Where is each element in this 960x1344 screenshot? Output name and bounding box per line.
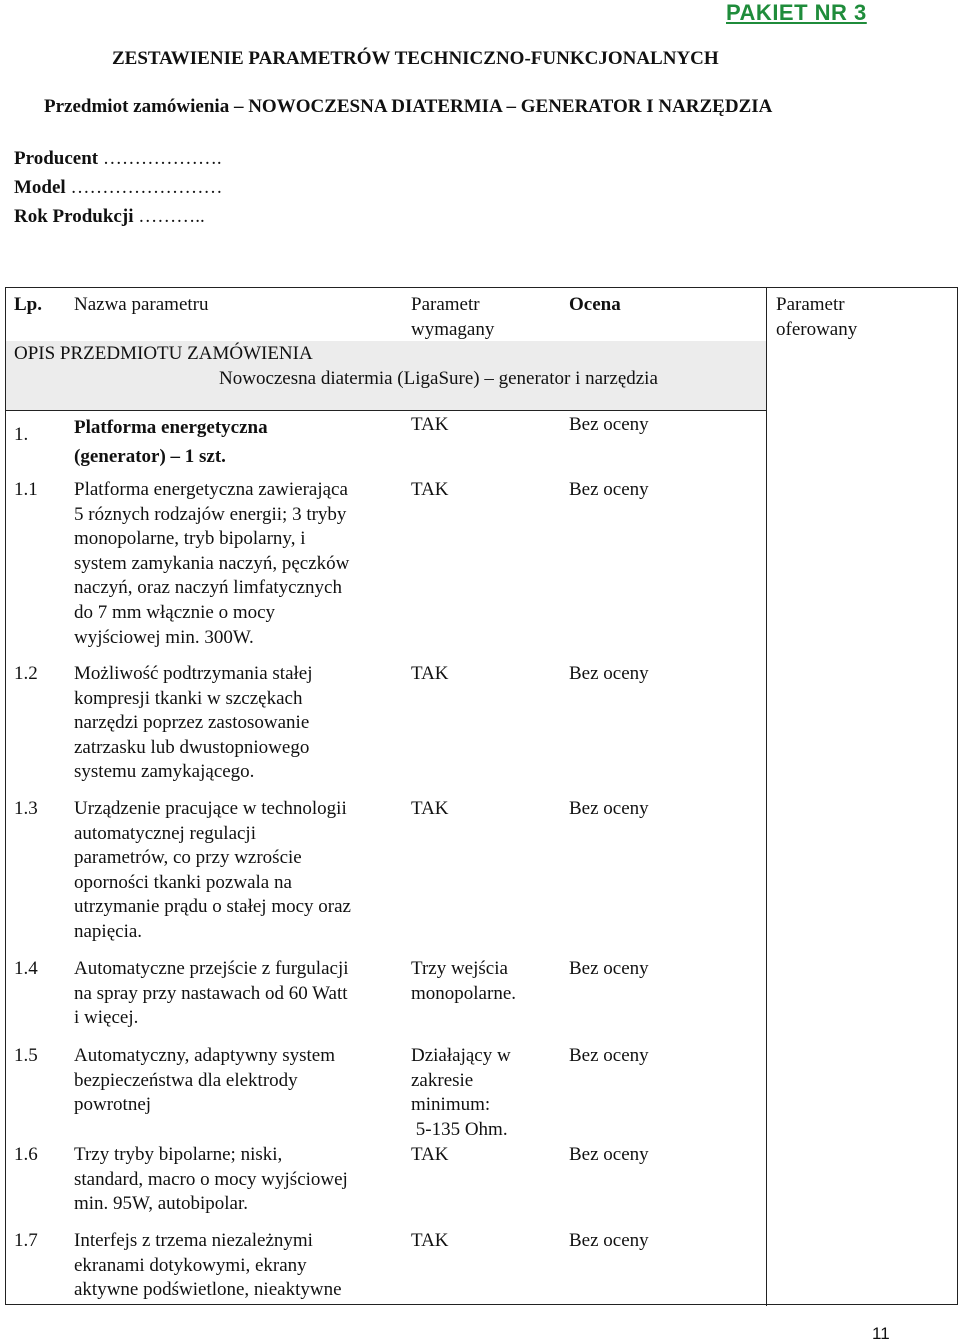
row-lp: 1.3: [14, 798, 38, 819]
col-rating: Ocena: [569, 294, 621, 315]
row-required-value: [411, 797, 449, 822]
package-number: PAKIET NR 3: [726, 0, 867, 25]
producer-label: Producent: [14, 148, 99, 169]
parameter-name-line: Możliwość podtrzymania stałej: [74, 663, 313, 684]
row-rating: Bez oceny: [569, 958, 649, 979]
row-required-value: [411, 1044, 511, 1142]
row-lp: 1.5: [14, 1045, 38, 1066]
required-value-line: TAK: [411, 663, 449, 684]
col-required-line2: wymagany: [411, 318, 495, 340]
parameter-name-line: min. 95W, autobipolar.: [74, 1193, 248, 1215]
row-required-value: [411, 662, 449, 687]
parameter-name-line: monopolarne, tryb bipolarny, i: [74, 528, 306, 550]
row-parameter-name: [74, 957, 349, 1031]
parameter-name-line: Automatyczne przejście z furgulacji: [74, 958, 349, 979]
col-required-line1: Parametr: [411, 294, 480, 315]
row-lp: 1.4: [14, 958, 38, 979]
required-value-line: 5-135 Ohm.: [411, 1118, 508, 1140]
parameter-name-line: parametrów, co przy wzroście: [74, 847, 302, 869]
model-dots: ……………………: [70, 177, 223, 198]
row-lp: 1.6: [14, 1144, 38, 1165]
document-title: ZESTAWIENIE PARAMETRÓW TECHNICZNO-FUNKCJONALNYCH: [112, 48, 719, 69]
row-parameter-name: [74, 1143, 348, 1217]
parameter-name-line: zatrzasku lub dwustopniowego: [74, 736, 310, 758]
row-rating: Bez oceny: [569, 414, 649, 435]
section-title: OPIS PRZEDMIOTU ZAMÓWIENIA: [14, 343, 313, 364]
parameter-name-line: systemu zamykającego.: [74, 761, 255, 783]
row-lp: 1.: [14, 424, 29, 445]
required-value-line: Trzy wejścia: [411, 958, 508, 979]
required-value-line: TAK: [411, 1144, 449, 1165]
parameter-name-line: Platforma energetyczna zawierająca: [74, 479, 348, 500]
col-lp: Lp.: [14, 294, 42, 315]
row-parameter-name: [74, 797, 351, 945]
year-dots: ………..: [138, 206, 205, 227]
parameter-name-line: na spray przy nastawach od 60 Watt: [74, 982, 348, 1004]
row-required-value: [411, 1229, 449, 1254]
row-parameter-name: [74, 1044, 335, 1118]
col-offered: [776, 293, 857, 342]
row-parameter-name: [74, 478, 349, 650]
parameter-name-line: Interfejs z trzema niezależnymi: [74, 1230, 313, 1251]
parameter-name-line: ekranami dotykowymi, ekrany: [74, 1254, 307, 1276]
row-lp: 1.2: [14, 663, 38, 684]
year-label: Rok Produkcji: [14, 206, 134, 227]
row-parameter-name: [74, 662, 313, 785]
row-rating: Bez oceny: [569, 1230, 649, 1251]
required-value-line: minimum:: [411, 1094, 491, 1116]
producer-dots: ……………….: [102, 148, 222, 169]
parameter-name-line: kompresji tkanki w szczękach: [74, 687, 303, 709]
parameter-name-line: do 7 mm włącznie o mocy: [74, 601, 276, 623]
parameter-name-line: aktywne podświetlone, nieaktywne: [74, 1279, 342, 1301]
section-divider: [6, 410, 766, 411]
parameter-name-line: i więcej.: [74, 1007, 139, 1029]
required-value-line: Działający w: [411, 1045, 511, 1066]
parameter-name-line: Platforma energetyczna: [74, 417, 268, 438]
parameter-name-line: standard, macro o mocy wyjściowej: [74, 1168, 348, 1190]
model-label: Model: [14, 177, 66, 198]
parameter-name-line: automatycznej regulacji: [74, 822, 256, 844]
col-required: [411, 293, 494, 342]
row-rating: Bez oceny: [569, 479, 649, 500]
parameter-name-line: (generator) – 1 szt.: [74, 446, 226, 467]
row-lp: 1.1: [14, 479, 38, 500]
year-line: [14, 206, 205, 228]
row-required-value: [411, 478, 449, 503]
parameter-name-line: bezpieczeństwa dla elektrody: [74, 1069, 298, 1091]
row-rating: Bez oceny: [569, 1045, 649, 1066]
required-value-line: TAK: [411, 1230, 449, 1251]
row-rating: Bez oceny: [569, 798, 649, 819]
row-required-value: [411, 957, 516, 1006]
subject-title: Przedmiot zamówienia – NOWOCZESNA DIATERMIA – GENERATOR I NARZĘDZIA: [44, 96, 773, 117]
parameter-name-line: wyjściowej min. 300W.: [74, 626, 254, 648]
required-value-line: TAK: [411, 798, 449, 819]
row-required-value: [411, 413, 449, 438]
parameter-name-line: utrzymanie prądu o stałej mocy oraz: [74, 896, 351, 918]
parameter-name-line: system zamykania naczyń, pęczków: [74, 552, 350, 574]
section-subtitle: Nowoczesna diatermia (LigaSure) – generator i narzędzia: [219, 368, 658, 389]
parameters-table: [5, 287, 958, 1305]
parameter-name-line: napięcia.: [74, 920, 143, 942]
parameter-name-line: Trzy tryby bipolarne; niski,: [74, 1144, 283, 1165]
col-offered-line1: Parametr: [776, 294, 845, 315]
parameter-name-line: narzędzi poprzez zastosowanie: [74, 712, 310, 734]
required-value-line: TAK: [411, 479, 449, 500]
producer-line: [14, 148, 222, 170]
parameter-name-line: powrotnej: [74, 1094, 152, 1116]
parameter-name-line: naczyń, oraz naczyń limfatycznych: [74, 577, 342, 599]
parameter-name-line: Automatyczny, adaptywny system: [74, 1045, 336, 1066]
col-name: Nazwa parametru: [74, 294, 209, 315]
row-parameter-name: [74, 413, 268, 471]
parameter-name-line: 5 róznych rodzajów energii; 3 tryby: [74, 503, 347, 525]
model-line: [14, 177, 222, 199]
column-divider: [766, 288, 767, 1306]
col-offered-line2: oferowany: [776, 318, 858, 340]
parameter-name-line: Urządzenie pracujące w technologii: [74, 798, 347, 819]
page-number: 11: [872, 1324, 890, 1343]
required-value-line: monopolarne.: [411, 982, 517, 1004]
row-rating: Bez oceny: [569, 663, 649, 684]
row-required-value: [411, 1143, 449, 1168]
row-rating: Bez oceny: [569, 1144, 649, 1165]
required-value-line: TAK: [411, 414, 449, 435]
row-parameter-name: [74, 1229, 342, 1303]
required-value-line: zakresie: [411, 1069, 474, 1091]
parameter-name-line: oporności tkanki pozwala na: [74, 871, 292, 893]
row-lp: 1.7: [14, 1230, 38, 1251]
